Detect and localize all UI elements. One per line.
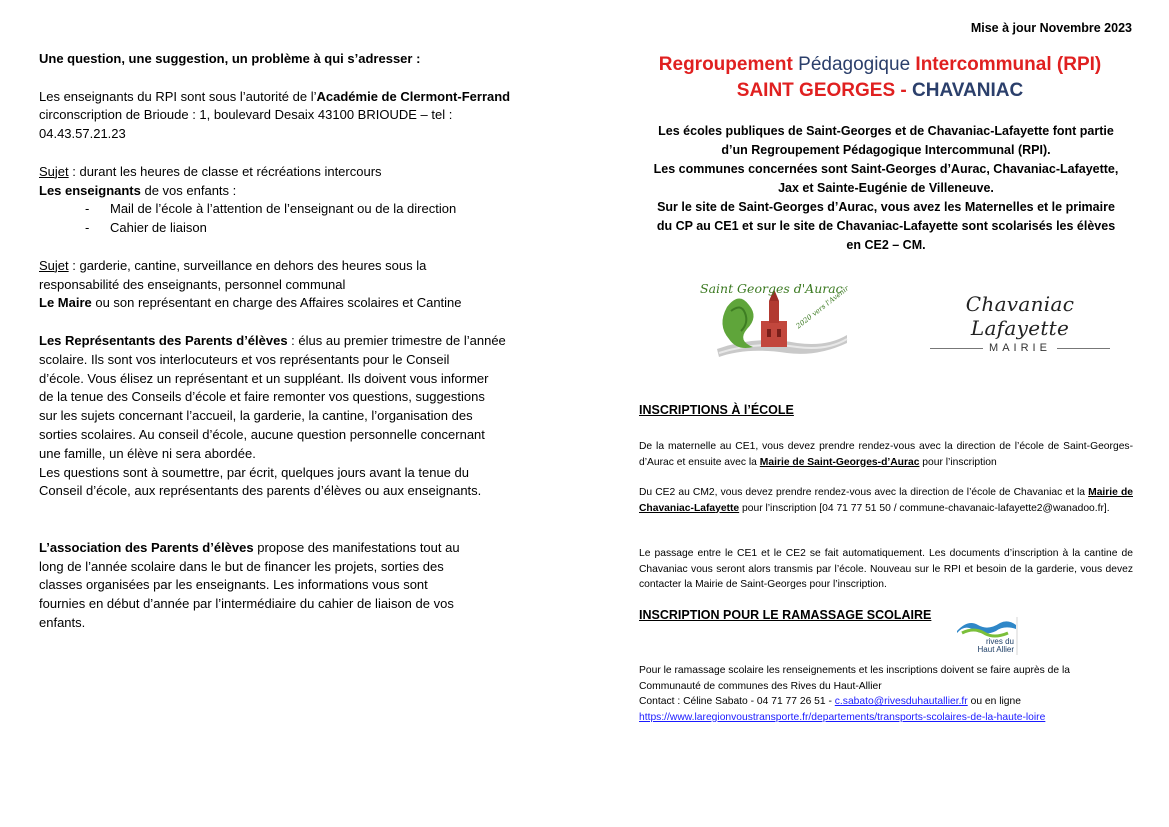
- contact-heading: Une question, une suggestion, un problème à qui s’adresser :: [39, 51, 421, 66]
- logo-ch-name: Chavaniac Lafayette: [965, 292, 1075, 340]
- ramassage-paragraph: Pour le ramassage scolaire les renseignements et les inscriptions doivent se faire auprès de la Communauté de communes des Rives du Haut-Allier Contact : Céline Sabato - 04 71 77 26 51 - c.sabato@rivesduhautallier.fr ou en ligne https://www.laregionvoustransporte.fr/departements/transports-scolaires-de-la-haute-loire: [639, 665, 1070, 723]
- inscription-ce2-paragraph: Du CE2 au CM2, vous devez prendre rendez-vous avec la direction de l’école de Chavaniac et la Mairie de Chavaniac-Lafayette pour l’inscription [04 71 77 51 50 / commune-chavanaic-lafayette2@wanadoo.fr].: [639, 487, 1133, 514]
- academie-paragraph: Les enseignants du RPI sont sous l’autorité de l’Académie de Clermont-Ferrand circonscription de Brioude : 1, boulevard Desaix 43100 BRIOUDE – tel : 04.43.57.21.23: [39, 88, 511, 142]
- list-item: - Mail de l’école à l’attention de l’enseignant ou de la direction: [85, 200, 539, 219]
- page-subtitle: SAINT GEORGES - CHAVANIAC: [736, 80, 1024, 101]
- contact-email-link[interactable]: c.sabato@rivesduhautallier.fr: [834, 696, 968, 707]
- divider: [930, 348, 983, 349]
- sujet-garderie: Sujet : garderie, cantine, surveillance en dehors des heures sous la responsabilité des enseignants, personnel communal Le Maire ou son représentant en charge des Affaires scolaires et Cantine: [39, 257, 462, 311]
- sujet-classe: Sujet : durant les heures de classe et récréations intercours Les enseignants de vos enfants :: [39, 163, 382, 198]
- association-paragraph: L’association des Parents d’élèves propose des manifestations tout au long de l’année scolaire dans le but de financer les projets, sorties des classes organisées par les enseignants. Les informations vous sont fournies en début d’année par l’intermédiaire du cahier de liaison de vos enfants.: [39, 539, 460, 630]
- rives-logo-bottom: Haut Allier: [977, 645, 1014, 654]
- mairie-chavaniac: Mairie de Chavaniac-Lafayette: [639, 487, 1133, 514]
- logo-sg-text: Saint Georges d'Aurac: [700, 281, 843, 296]
- list-item: - Cahier de liaison: [85, 219, 539, 238]
- update-date: Mise à jour Novembre 2023: [970, 21, 1132, 35]
- logo-ch-sub: MAIRIE: [989, 342, 1051, 354]
- chavaniac-logo: [930, 292, 1110, 354]
- rives-logo-top: rives du: [985, 637, 1014, 646]
- saint-georges-emblem-icon: [697, 277, 849, 363]
- divider: [1057, 348, 1110, 349]
- passage-paragraph: Le passage entre le CE1 et le CE2 se fait automatiquement. Les documents d’inscription à la cantine de Chavaniac vous seront alors transmis par l’école. Nouveau sur le RPI et besoin de la garderie, vous devez contacter la Mairie de Saint-Georges pour l’inscription.: [639, 548, 1133, 590]
- representants-paragraph: Les Représentants des Parents d’élèves : élus au premier trimestre de l’année scolaire. Ils sont vos interlocuteurs et vos représentants pour le Conseil d’école. Vous élisez un représentant et un suppléant. Ils doivent vous informer de la tenue des Conseils d’école et faire remonter vos questions, suggestions sur les sujets concernant l’accueil, la garderie, la cantine, l’organisation des sorties scolaires. Au conseil d’école, aucune question personnelle concernant une famille, un élève ni sera abordée. Les questions sont à soumettre, par écrit, quelques jours avant la tenue du Conseil d’école, aux représentants des parents d’élèves ou aux enseignants.: [39, 332, 506, 499]
- page-title: Regroupement Pédagogique Intercommunal (RPI): [658, 54, 1102, 75]
- ramassage-heading: INSCRIPTION POUR LE RAMASSAGE SCOLAIRE: [639, 608, 932, 622]
- rives-haut-allier-logo: [954, 615, 1020, 657]
- rives-haut-allier-icon: [954, 615, 1020, 657]
- saint-georges-logo: [697, 277, 849, 363]
- left-column: [39, 50, 539, 633]
- mairie-saint-georges: Mairie de Saint-Georges-d’Aurac: [759, 456, 920, 468]
- transport-url-link[interactable]: https://www.laregionvoustransporte.fr/departements/transports-scolaires-de-la-haute-loire: [639, 711, 1046, 723]
- intro-text: Les écoles publiques de Saint-Georges et de Chavaniac-Lafayette font partie d’un Regroupement Pédagogique Intercommunal (RPI). Les communes concernées sont Saint-Georges d’Aurac, Chavaniac-Lafayette, Jax et Sainte-Eugénie de Villeneuve. Sur le site de Saint-Georges d’Aurac, vous avez les Maternelles et le primaire du CP au CE1 et sur le site de Chavaniac-Lafayette sont scolarisés les élèves en CE2 – CM.: [653, 124, 1119, 252]
- inscription-maternelle-paragraph: De la maternelle au CE1, vous devez prendre rendez-vous avec la direction de l’école de Saint-Georges-d’Aurac et ensuite avec la Mairie de Saint-Georges-d’Aurac pour l’inscription: [639, 441, 1133, 468]
- logo-sg-motto: 2020 vers l'Avenir: [794, 284, 849, 331]
- teacher-contact-list: [39, 200, 539, 238]
- inscriptions-heading: INSCRIPTIONS À l’ÉCOLE: [639, 403, 794, 417]
